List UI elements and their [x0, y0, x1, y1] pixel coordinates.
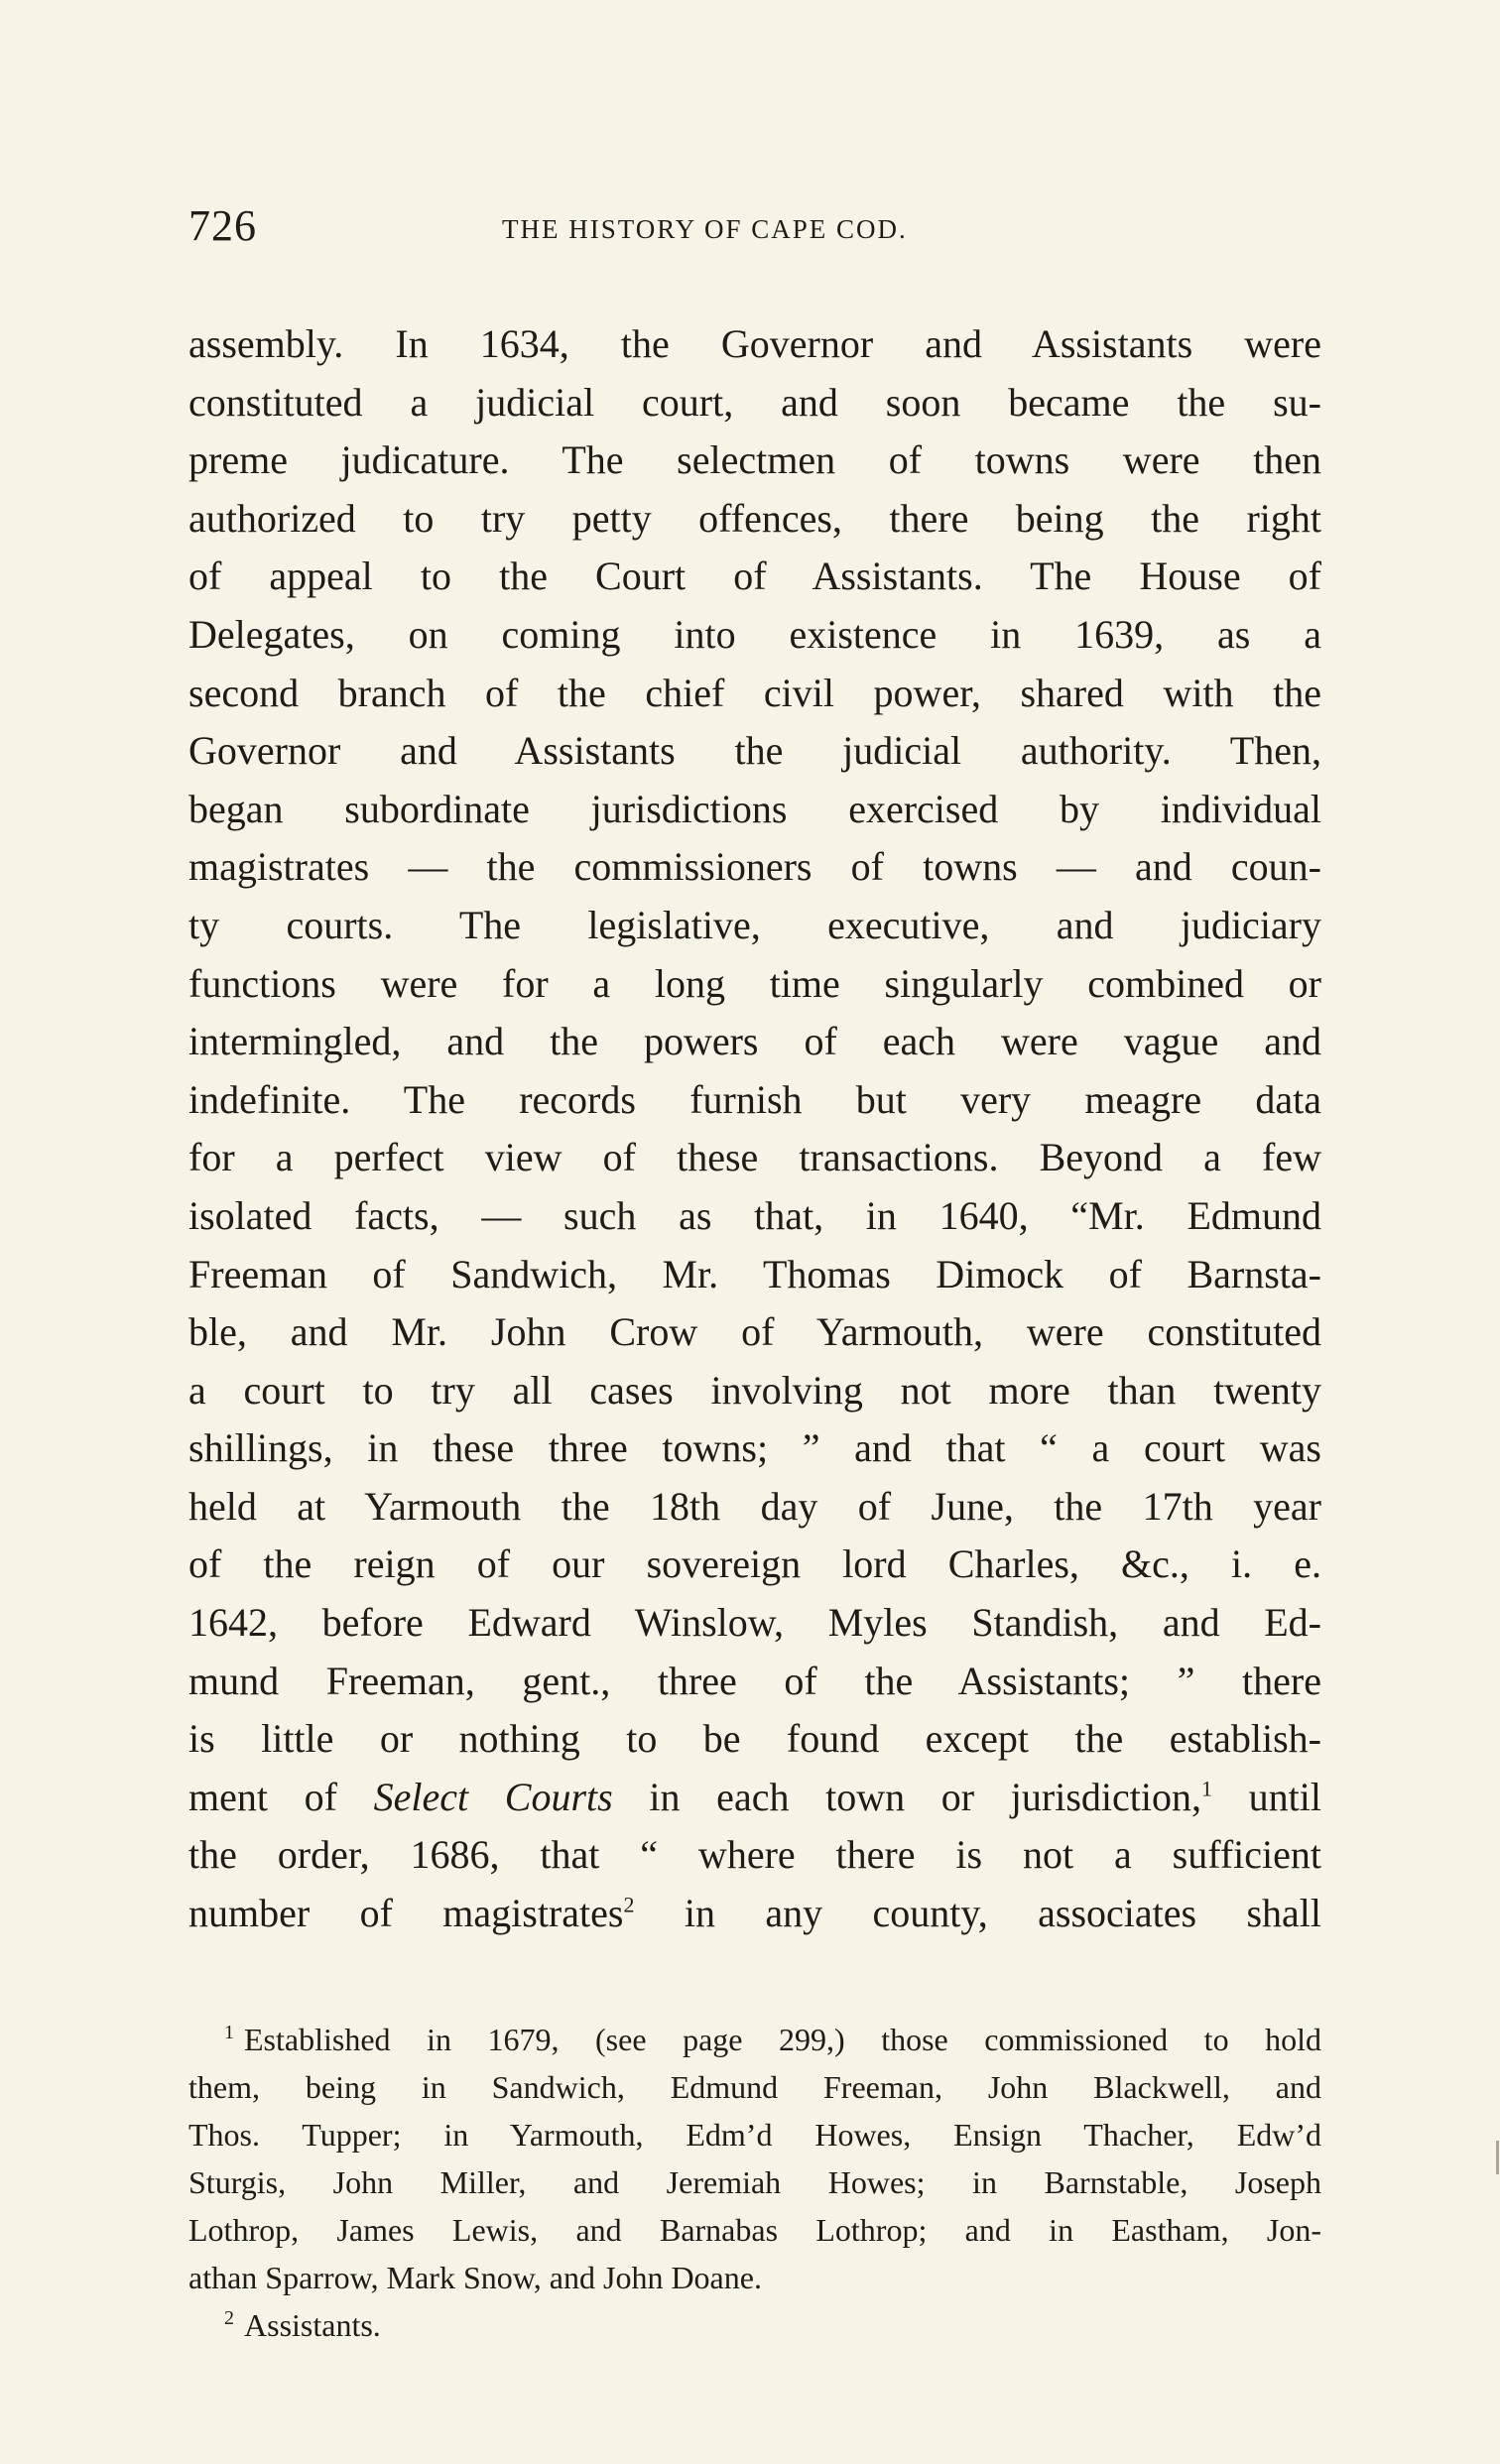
- footnote-text: Established in 1679, (see page 299,) those commissioned to hold: [244, 2022, 1321, 2057]
- body-line: the order, 1686, that “ where there is not a sufficient: [188, 1832, 1321, 1878]
- footnote-ref-1[interactable]: 1: [1200, 1776, 1212, 1801]
- margin-mark: [1496, 2141, 1499, 2174]
- footnote-1-line: athan Sparrow, Mark Snow, and John Doane.: [188, 2260, 762, 2295]
- body-line: Freeman of Sandwich, Mr. Thomas Dimock of Barnsta-: [188, 1251, 1321, 1296]
- running-head: [188, 200, 1319, 260]
- body-line: second branch of the chief civil power, shared with the: [188, 670, 1321, 715]
- body-line: ble, and Mr. John Crow of Yarmouth, were constituted: [188, 1309, 1321, 1355]
- footnote-1-line: Lothrop, James Lewis, and Barnabas Lothrop; and in Eastham, Jon-: [188, 2212, 1321, 2248]
- body-line: of the reign of our sovereign lord Charles, &c., i. e.: [188, 1541, 1321, 1587]
- body-line: Delegates, on coming into existence in 1639, as a: [188, 611, 1321, 657]
- body-line: indefinite. The records furnish but very meagre data: [188, 1076, 1321, 1122]
- body-line: a court to try all cases involving not more than twenty: [188, 1367, 1321, 1413]
- text-segment: number of magistrates: [188, 1891, 624, 1936]
- body-line: isolated facts, — such as that, in 1640, “Mr. Edmund: [188, 1192, 1321, 1238]
- text-segment: in each town or jurisdiction,: [612, 1774, 1201, 1819]
- page-number: 726: [188, 201, 257, 250]
- footnote-ref-2[interactable]: 2: [623, 1892, 635, 1917]
- body-line: shillings, in these three towns; ” and that “ a court was: [188, 1425, 1321, 1471]
- body-line: mund Freeman, gent., three of the Assistants; ” there: [188, 1658, 1321, 1703]
- body-line: preme judicature. The selectmen of towns were then: [188, 437, 1321, 483]
- body-line: of appeal to the Court of Assistants. The House of: [188, 554, 1321, 599]
- body-line-select-courts: [188, 1769, 1321, 1827]
- footnote-1-mark: 1: [224, 2022, 234, 2044]
- body-line: authorized to try petty offences, there being the right: [188, 495, 1321, 541]
- text-segment: in any county, associates shall: [634, 1891, 1321, 1936]
- body-line: for a perfect view of these transactions. Beyond a few: [188, 1135, 1321, 1180]
- text-segment: ment of: [188, 1774, 374, 1819]
- footnote-1-line: [188, 2016, 1321, 2063]
- body-line: 1642, before Edward Winslow, Myles Standish, and Ed-: [188, 1600, 1321, 1646]
- body-line: intermingled, and the powers of each were vague and: [188, 1019, 1321, 1064]
- body-line: constituted a judicial court, and soon became the su-: [188, 379, 1321, 425]
- text-segment: until: [1211, 1774, 1321, 1819]
- footnote-1-line: Sturgis, John Miller, and Jeremiah Howes; in Barnstable, Joseph: [188, 2164, 1321, 2200]
- italic-phrase: Select Courts: [373, 1774, 613, 1819]
- footnote-1-line: them, being in Sandwich, Edmund Freeman, John Blackwell, and: [188, 2069, 1321, 2105]
- footnote-2-line: [188, 2301, 1321, 2349]
- body-line: began subordinate jurisdictions exercised by individual: [188, 786, 1321, 831]
- body-line: functions were for a long time singularly combined or: [188, 960, 1321, 1006]
- body-text: [188, 315, 1321, 1943]
- footnote-text: Assistants.: [244, 2307, 381, 2343]
- body-line-magistrates: [188, 1885, 1321, 1943]
- body-line: ty courts. The legislative, executive, and judiciary: [188, 902, 1321, 947]
- body-line: magistrates — the commissioners of towns — and coun-: [188, 844, 1321, 890]
- body-line: is little or nothing to be found except the establish-: [188, 1716, 1321, 1762]
- body-line: held at Yarmouth the 18th day of June, the 17th year: [188, 1483, 1321, 1529]
- footnotes: [188, 2016, 1321, 2349]
- running-title: THE HISTORY OF CAPE COD.: [502, 214, 908, 244]
- body-line: assembly. In 1634, the Governor and Assistants were: [188, 321, 1321, 366]
- footnote-1-line: Thos. Tupper; in Yarmouth, Edm’d Howes, Ensign Thacher, Edw’d: [188, 2117, 1321, 2153]
- footnote-2-mark: 2: [224, 2307, 234, 2330]
- body-line: Governor and Assistants the judicial authority. Then,: [188, 728, 1321, 774]
